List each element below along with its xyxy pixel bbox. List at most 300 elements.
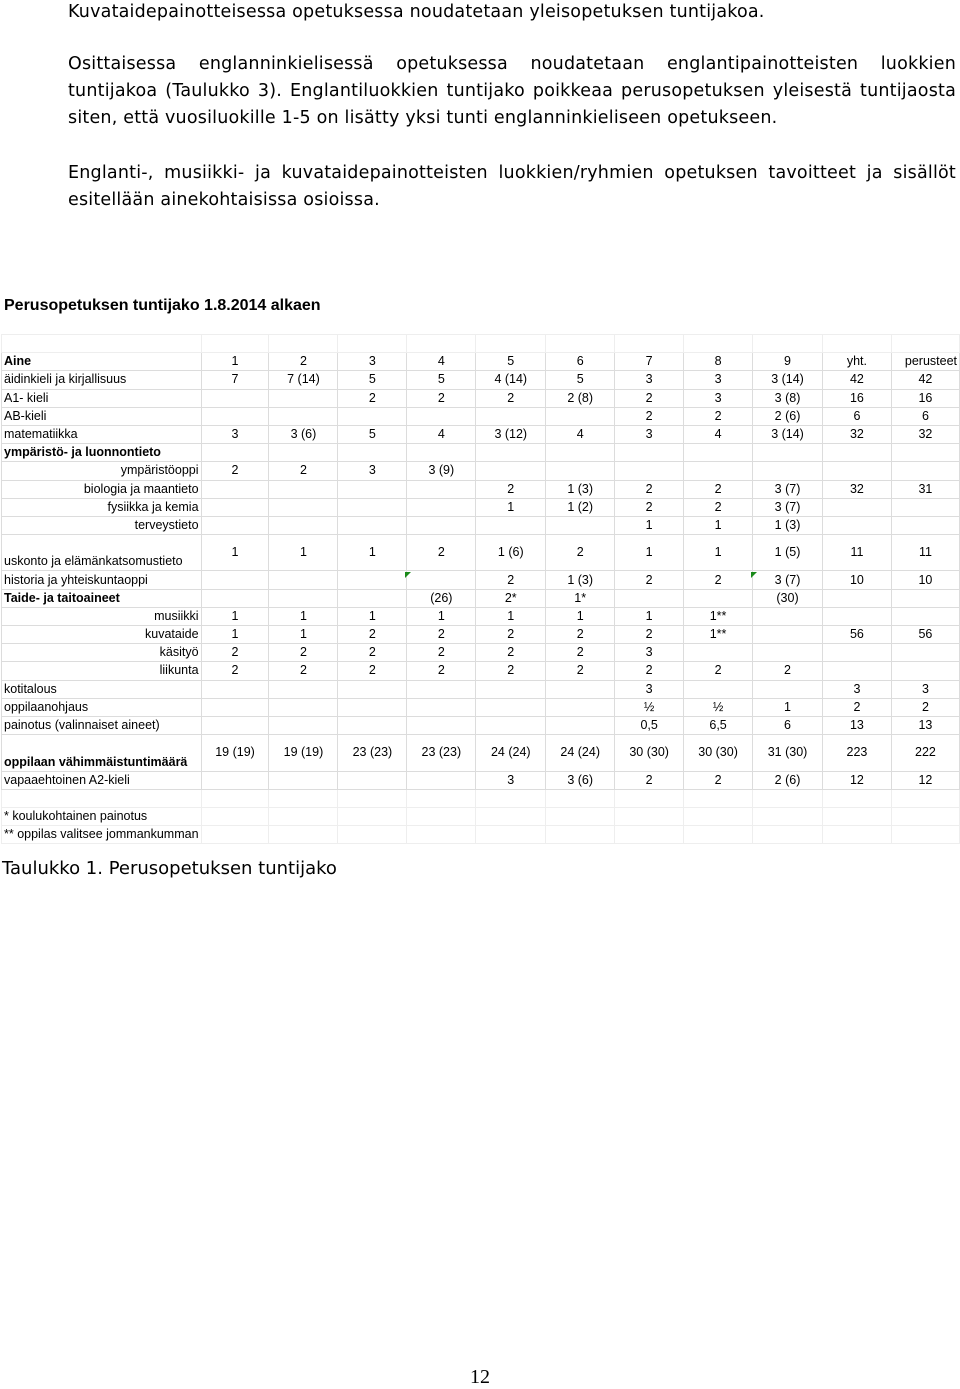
table-cell [822,607,891,625]
table-cell [338,571,407,589]
blank-cell [891,789,959,807]
page-number: 12 [470,1366,490,1388]
table-cell [476,516,546,534]
table-cell [269,771,338,789]
table-cell [822,498,891,516]
table-cell: 1 [269,535,338,571]
table-cell [753,444,823,462]
table-cell: 2 [684,480,753,498]
table-cell [476,407,546,425]
table-cell: 13 [822,716,891,734]
table-cell [546,407,615,425]
table-cell: 1 [269,607,338,625]
table-cell [269,407,338,425]
table-cell [338,480,407,498]
table-cell [476,444,546,462]
blank-cell [476,335,546,353]
table-cell [201,480,269,498]
blank-cell [615,335,684,353]
table-cell [546,698,615,716]
row-label: matematiikka [2,425,202,443]
table-cell: 4 [684,425,753,443]
table-cell: 56 [891,626,959,644]
table-cell: 2 [476,389,546,407]
table-cell [338,771,407,789]
table-cell [201,444,269,462]
table-cell [891,607,959,625]
blank-cell [338,807,407,825]
table-cell [269,680,338,698]
table-cell: 2 [615,407,684,425]
table-cell: 2 [684,662,753,680]
table-cell [407,698,476,716]
table-cell: 2 [615,389,684,407]
table-cell: 2 [684,571,753,589]
blank-cell [753,826,823,844]
table-cell [338,680,407,698]
table-cell: 3 (6) [546,771,615,789]
table-cell: 16 [891,389,959,407]
table-cell: 24 (24) [546,735,615,771]
table-cell: 2 [615,771,684,789]
table-cell: 23 (23) [338,735,407,771]
table-cell: 3 (12) [476,425,546,443]
table-cell [201,716,269,734]
table-cell: 23 (23) [407,735,476,771]
table-cell: 2 [338,662,407,680]
table-cell: 12 [822,771,891,789]
table-cell: 1 [407,607,476,625]
table-cell [891,644,959,662]
table-cell: 2 [407,644,476,662]
blank-cell [546,826,615,844]
table-cell: 3 (7) [753,571,823,589]
table-cell: 56 [822,626,891,644]
table-cell [269,589,338,607]
table-cell [201,498,269,516]
table-cell: ½ [615,698,684,716]
header-cell: 6 [546,353,615,371]
table-cell: 3 (8) [753,389,823,407]
table-cell: 1 [201,607,269,625]
table-cell [269,498,338,516]
row-label: A1- kieli [2,389,202,407]
row-label: painotus (valinnaiset aineet) [2,716,202,734]
table-cell [822,516,891,534]
table-cell [753,607,823,625]
table-cell: 1 (5) [753,535,823,571]
header-aine: Aine [2,353,202,371]
table-cell [753,644,823,662]
table-cell: 1 [201,626,269,644]
row-label: ympäristöoppi [2,462,202,480]
table-cell: 2 [615,662,684,680]
table-cell: 2 [201,662,269,680]
comment-marker-icon [751,572,757,578]
table-cell: 1* [546,589,615,607]
table-cell: 2 [476,644,546,662]
table-cell [822,462,891,480]
blank-cell [269,807,338,825]
table-cell: 2 [546,662,615,680]
row-label: Taide- ja taitoaineet [2,589,202,607]
table-cell [201,771,269,789]
table-cell [269,571,338,589]
table-cell [546,462,615,480]
table-cell [684,444,753,462]
table-cell [891,498,959,516]
blank-cell [338,335,407,353]
table-cell: 3 [201,425,269,443]
blank-cell [476,789,546,807]
table-cell: 3 [615,425,684,443]
table-cell: 1 [615,516,684,534]
table-cell: 1 [338,607,407,625]
table-cell: 3 [615,371,684,389]
table-cell [269,516,338,534]
table-cell: 2 [753,662,823,680]
table-cell [201,698,269,716]
paragraph-englanti: Osittaisessa englanninkielisessä opetuksessa noudatetaan englantipainotteisten luokkien tuntijakoa (Taulukko 3). Englantiluokkien tuntijako poikkeaa perusopetuksen yleisestä tuntijaosta siten, että vuosiluokille 1-5 on lisätty yksi tunti englanninkieliseen opetukseen. [68,54,956,128]
row-label: musiikki [2,607,202,625]
table-cell [407,498,476,516]
table-cell [476,698,546,716]
table-cell [476,716,546,734]
row-label: biologia ja maantieto [2,480,202,498]
table-cell [201,389,269,407]
blank-cell [615,807,684,825]
blank-cell [615,789,684,807]
table-title: Perusopetuksen tuntijako 1.8.2014 alkaen [4,297,321,314]
blank-cell [822,789,891,807]
blank-cell [407,335,476,353]
table-cell [615,589,684,607]
table-cell: 1** [684,607,753,625]
table-cell [407,444,476,462]
table-cell: 42 [822,371,891,389]
table-cell [338,407,407,425]
table-cell: 1 (3) [546,480,615,498]
table-cell: 2 (6) [753,771,823,789]
table-cell: 3 [615,680,684,698]
table-cell: 3 (14) [753,425,823,443]
blank-cell [546,789,615,807]
table-cell: 2 [476,662,546,680]
row-label: oppilaanohjaus [2,698,202,716]
table-cell [201,516,269,534]
blank-cell [201,826,269,844]
table-cell: 10 [891,571,959,589]
table-cell [891,516,959,534]
blank-cell [684,335,753,353]
table-cell [476,680,546,698]
table-cell: 3 [338,462,407,480]
table-cell: 12 [891,771,959,789]
table-cell [201,589,269,607]
table-cell: 1** [684,626,753,644]
blank-cell [891,335,959,353]
table-cell: 3 (7) [753,480,823,498]
table-cell: 2 [407,535,476,571]
blank-cell [201,789,269,807]
table-cell [407,680,476,698]
blank-cell [753,807,823,825]
table-cell: 2 [269,662,338,680]
table-cell: 2 [338,644,407,662]
table-cell: 1 [201,535,269,571]
table-cell: 1 [546,607,615,625]
table-cell: 1 [753,698,823,716]
table-cell: (26) [407,589,476,607]
table-cell [201,571,269,589]
blank-cell [2,789,202,807]
header-cell: perusteet [891,353,959,371]
table-cell: 2 [891,698,959,716]
blank-cell [546,335,615,353]
blank-cell [684,807,753,825]
table-cell: 2 [476,571,546,589]
table-cell: 2 (8) [546,389,615,407]
table-cell [822,662,891,680]
table-cell: 5 [338,371,407,389]
table-cell: 2 [822,698,891,716]
blank-cell [476,807,546,825]
table-cell: 1 (3) [753,516,823,534]
table-cell: 2 [407,662,476,680]
table-cell [546,516,615,534]
table-cell: 0,5 [615,716,684,734]
table-cell: 222 [891,735,959,771]
row-label: kotitalous [2,680,202,698]
table-caption: Taulukko 1. Perusopetuksen tuntijako [2,858,337,879]
table-cell: 30 (30) [684,735,753,771]
table-cell: ½ [684,698,753,716]
table-cell: 3 (14) [753,371,823,389]
table-cell: 4 (14) [476,371,546,389]
table-cell: 2 [201,644,269,662]
table-cell: 11 [822,535,891,571]
blank-cell [269,826,338,844]
header-cell: 7 [615,353,684,371]
blank-cell [822,335,891,353]
table-cell [546,444,615,462]
blank-cell [753,335,823,353]
table-cell: 2 [684,771,753,789]
comment-marker-icon [405,572,411,578]
table-cell: 2 [684,407,753,425]
table-cell [201,407,269,425]
table-cell: 3 (7) [753,498,823,516]
table-cell [476,462,546,480]
row-label: ympäristö- ja luonnontieto [2,444,202,462]
table-cell: 1 [684,516,753,534]
table-cell: 2 (6) [753,407,823,425]
table-cell: 7 [201,371,269,389]
table-cell: 2 [476,480,546,498]
table-cell: 6 [753,716,823,734]
table-cell: 2 [201,462,269,480]
table-cell: 2 [546,626,615,644]
table-cell [269,480,338,498]
table-cell: 10 [822,571,891,589]
table-cell: 1 [476,498,546,516]
table-cell: 2 [338,626,407,644]
table-cell [407,771,476,789]
table-cell: 2 [269,644,338,662]
table-cell: 2 [615,626,684,644]
table-cell: 1 (2) [546,498,615,516]
table-cell: 3 [476,771,546,789]
table-cell: 6 [822,407,891,425]
table-cell: 4 [546,425,615,443]
table-cell [338,498,407,516]
table-cell [407,571,476,589]
table-cell: 5 [546,371,615,389]
table-cell: 24 (24) [476,735,546,771]
table-cell: 3 [684,389,753,407]
header-cell: 9 [753,353,823,371]
blank-cell [407,826,476,844]
table-cell [407,516,476,534]
header-cell: 8 [684,353,753,371]
table-cell: 223 [822,735,891,771]
table-cell [753,626,823,644]
table-cell: 31 (30) [753,735,823,771]
header-cell: yht. [822,353,891,371]
table-cell: 32 [822,480,891,498]
blank-cell [201,807,269,825]
header-cell: 2 [269,353,338,371]
table-cell [891,444,959,462]
table-cell [338,444,407,462]
row-label: terveystieto [2,516,202,534]
table-cell: 3 [615,644,684,662]
table-cell: 6,5 [684,716,753,734]
table-cell: 11 [891,535,959,571]
table-cell [615,462,684,480]
table-cell [338,716,407,734]
table-cell: 3 [684,371,753,389]
blank-cell [407,789,476,807]
table-cell [753,462,823,480]
table-cell: 32 [822,425,891,443]
table-cell [891,462,959,480]
table-cell [338,516,407,534]
table-cell: 2 [407,389,476,407]
blank-cell [338,789,407,807]
blank-cell [407,807,476,825]
table-cell: 6 [891,407,959,425]
blank-cell [201,335,269,353]
table-cell: 4 [407,425,476,443]
table-cell: 1 (6) [476,535,546,571]
table-cell: 1 [615,535,684,571]
table-cell [407,716,476,734]
row-label: vapaaehtoinen A2-kieli [2,771,202,789]
row-label: oppilaan vähimmäistuntimäärä [2,735,202,771]
table-cell: 31 [891,480,959,498]
paragraph-kuvataide: Kuvataidepainotteisessa opetuksessa noudatetaan yleisopetuksen tuntijakoa. [68,2,765,22]
table-cell: 13 [891,716,959,734]
blank-cell [753,789,823,807]
blank-cell [822,807,891,825]
table-cell [407,407,476,425]
blank-cell [269,789,338,807]
table-cell: 3 [822,680,891,698]
blank-cell [684,789,753,807]
table-cell [546,680,615,698]
table-cell: 16 [822,389,891,407]
table-cell [822,589,891,607]
table-footnote: * koulukohtainen painotus [2,807,202,825]
table-cell [822,444,891,462]
table-cell: 5 [407,371,476,389]
table-cell [891,662,959,680]
table-cell [338,698,407,716]
row-label: AB-kieli [2,407,202,425]
table-cell: 1 [615,607,684,625]
table-cell: (30) [753,589,823,607]
table-cell [615,444,684,462]
table-cell: 42 [891,371,959,389]
row-label: kuvataide [2,626,202,644]
table-cell [753,680,823,698]
header-cell: 3 [338,353,407,371]
header-cell: 4 [407,353,476,371]
header-cell: 1 [201,353,269,371]
blank-cell [546,807,615,825]
table-cell: 3 (9) [407,462,476,480]
table-cell: 19 (19) [269,735,338,771]
blank-cell [615,826,684,844]
blank-cell [891,826,959,844]
table-cell [822,644,891,662]
table-cell: 3 (6) [269,425,338,443]
blank-cell [476,826,546,844]
table-cell: 2 [407,626,476,644]
row-label: historia ja yhteiskuntaoppi [2,571,202,589]
blank-cell [891,807,959,825]
table-cell: 1 (3) [546,571,615,589]
blank-cell [2,335,202,353]
table-cell: 30 (30) [615,735,684,771]
table-cell: 19 (19) [201,735,269,771]
table-cell: 1 [684,535,753,571]
table-cell: 2 [546,644,615,662]
header-cell: 5 [476,353,546,371]
table-cell: 2* [476,589,546,607]
row-label: liikunta [2,662,202,680]
table-cell: 1 [476,607,546,625]
table-cell [338,589,407,607]
table-cell: 2 [476,626,546,644]
table-cell: 2 [615,571,684,589]
paragraph-tavoitteet: Englanti-, musiikki- ja kuvataidepainotteisten luokkien/ryhmien opetuksen tavoitteet ja sisällöt esitellään ainekohtaisissa osioissa. [68,163,956,210]
table-cell [269,389,338,407]
table-cell [201,680,269,698]
table-cell [684,462,753,480]
table-cell: 2 [546,535,615,571]
table-cell [684,680,753,698]
table-cell: 2 [615,498,684,516]
table-cell: 3 [891,680,959,698]
table-cell [684,589,753,607]
table-cell: 2 [269,462,338,480]
row-label: uskonto ja elämänkatsomustieto [2,535,202,571]
table-cell: 1 [338,535,407,571]
table-cell: 32 [891,425,959,443]
table-cell [269,444,338,462]
